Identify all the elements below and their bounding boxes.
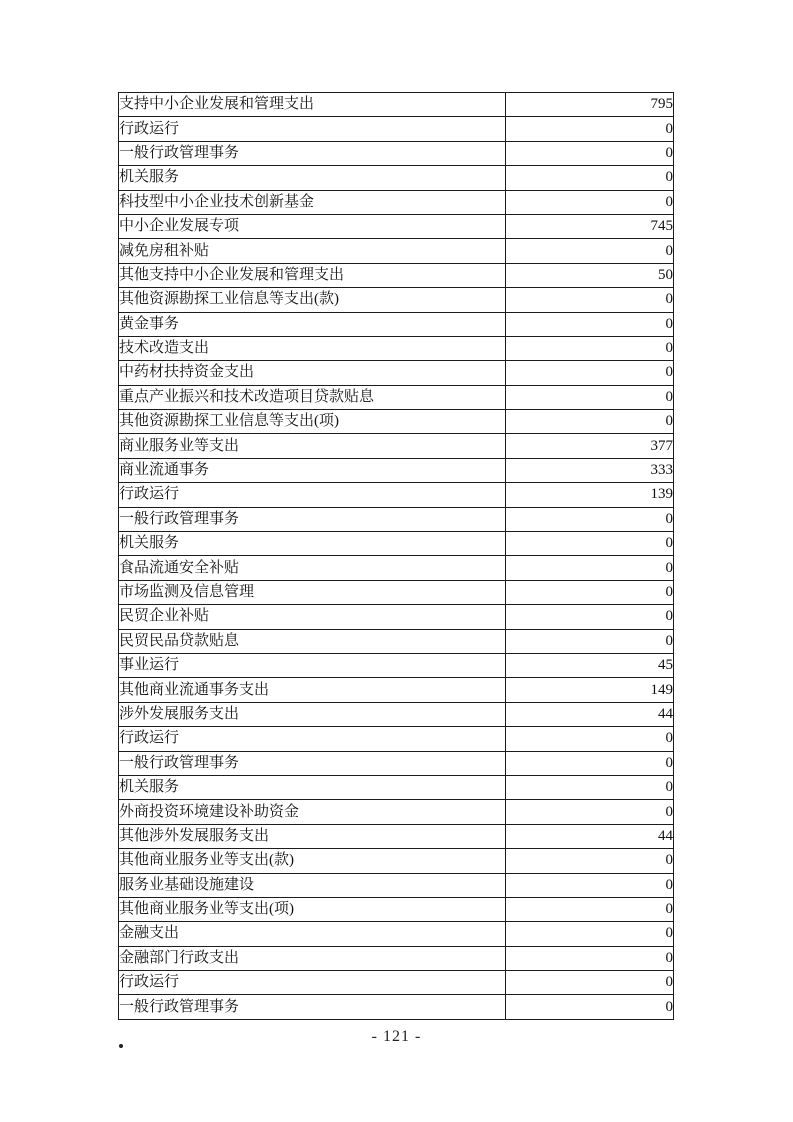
item-value-cell: 0 bbox=[506, 629, 674, 653]
item-value-cell: 0 bbox=[506, 239, 674, 263]
item-label-cell: 外商投资环境建设补助资金 bbox=[119, 800, 506, 824]
item-value-cell: 0 bbox=[506, 605, 674, 629]
item-label-cell: 商业服务业等支出 bbox=[119, 434, 506, 458]
item-value-cell: 0 bbox=[506, 800, 674, 824]
item-label-cell: 民贸民品贷款贴息 bbox=[119, 629, 506, 653]
table-row bbox=[119, 897, 674, 921]
item-value-cell: 44 bbox=[506, 702, 674, 726]
item-label-cell: 行政运行 bbox=[119, 117, 506, 141]
table-row bbox=[119, 214, 674, 238]
item-value-cell: 745 bbox=[506, 214, 674, 238]
table-row bbox=[119, 532, 674, 556]
table-row bbox=[119, 751, 674, 775]
budget-table bbox=[118, 92, 674, 1020]
table-row bbox=[119, 775, 674, 799]
page-number: - 121 - bbox=[371, 1028, 422, 1045]
item-value-cell: 0 bbox=[506, 995, 674, 1019]
table-row bbox=[119, 361, 674, 385]
table-row bbox=[119, 824, 674, 848]
table-row bbox=[119, 239, 674, 263]
table-row bbox=[119, 849, 674, 873]
item-label-cell: 其他商业服务业等支出(项) bbox=[119, 897, 506, 921]
item-value-cell: 0 bbox=[506, 751, 674, 775]
item-value-cell: 45 bbox=[506, 653, 674, 677]
item-value-cell: 0 bbox=[506, 385, 674, 409]
item-value-cell: 0 bbox=[506, 312, 674, 336]
item-label-cell: 一般行政管理事务 bbox=[119, 507, 506, 531]
item-value-cell: 333 bbox=[506, 458, 674, 482]
table-row bbox=[119, 678, 674, 702]
item-value-cell: 377 bbox=[506, 434, 674, 458]
item-label-cell: 其他商业服务业等支出(款) bbox=[119, 849, 506, 873]
item-value-cell: 44 bbox=[506, 824, 674, 848]
budget-table-body bbox=[119, 93, 674, 1020]
item-label-cell: 机关服务 bbox=[119, 166, 506, 190]
item-label-cell: 中药材扶持资金支出 bbox=[119, 361, 506, 385]
table-row bbox=[119, 702, 674, 726]
item-label-cell: 市场监测及信息管理 bbox=[119, 580, 506, 604]
item-value-cell: 0 bbox=[506, 946, 674, 970]
item-value-cell: 0 bbox=[506, 190, 674, 214]
item-value-cell: 0 bbox=[506, 849, 674, 873]
table-row bbox=[119, 873, 674, 897]
item-label-cell: 重点产业振兴和技术改造项目贷款贴息 bbox=[119, 385, 506, 409]
item-label-cell: 支持中小企业发展和管理支出 bbox=[119, 93, 506, 117]
table-row bbox=[119, 580, 674, 604]
table-row bbox=[119, 93, 674, 117]
item-label-cell: 机关服务 bbox=[119, 532, 506, 556]
item-label-cell: 中小企业发展专项 bbox=[119, 214, 506, 238]
item-value-cell: 139 bbox=[506, 483, 674, 507]
item-label-cell: 黄金事务 bbox=[119, 312, 506, 336]
item-label-cell: 金融部门行政支出 bbox=[119, 946, 506, 970]
item-value-cell: 0 bbox=[506, 873, 674, 897]
item-label-cell: 机关服务 bbox=[119, 775, 506, 799]
item-value-cell: 0 bbox=[506, 507, 674, 531]
item-value-cell: 0 bbox=[506, 556, 674, 580]
table-row bbox=[119, 653, 674, 677]
item-label-cell: 其他资源勘探工业信息等支出(项) bbox=[119, 410, 506, 434]
item-label-cell: 事业运行 bbox=[119, 653, 506, 677]
table-row bbox=[119, 263, 674, 287]
table-row bbox=[119, 800, 674, 824]
item-label-cell: 其他商业流通事务支出 bbox=[119, 678, 506, 702]
table-row bbox=[119, 507, 674, 531]
item-label-cell: 行政运行 bbox=[119, 971, 506, 995]
item-label-cell: 行政运行 bbox=[119, 483, 506, 507]
table-row bbox=[119, 556, 674, 580]
item-label-cell: 其他资源勘探工业信息等支出(款) bbox=[119, 288, 506, 312]
table-row bbox=[119, 288, 674, 312]
table-row bbox=[119, 312, 674, 336]
item-value-cell: 0 bbox=[506, 897, 674, 921]
item-label-cell: 行政运行 bbox=[119, 727, 506, 751]
stray-dot-mark bbox=[119, 1044, 123, 1048]
table-row bbox=[119, 458, 674, 482]
item-label-cell: 金融支出 bbox=[119, 922, 506, 946]
item-label-cell: 一般行政管理事务 bbox=[119, 141, 506, 165]
item-value-cell: 0 bbox=[506, 336, 674, 360]
item-value-cell: 0 bbox=[506, 922, 674, 946]
item-label-cell: 科技型中小企业技术创新基金 bbox=[119, 190, 506, 214]
item-label-cell: 技术改造支出 bbox=[119, 336, 506, 360]
item-label-cell: 商业流通事务 bbox=[119, 458, 506, 482]
table-row bbox=[119, 922, 674, 946]
table-row bbox=[119, 995, 674, 1019]
item-value-cell: 0 bbox=[506, 727, 674, 751]
table-row bbox=[119, 141, 674, 165]
table-row bbox=[119, 434, 674, 458]
item-label-cell: 服务业基础设施建设 bbox=[119, 873, 506, 897]
table-row bbox=[119, 410, 674, 434]
table-row bbox=[119, 629, 674, 653]
table-row bbox=[119, 971, 674, 995]
item-value-cell: 149 bbox=[506, 678, 674, 702]
item-value-cell: 0 bbox=[506, 410, 674, 434]
table-row bbox=[119, 946, 674, 970]
table-row bbox=[119, 117, 674, 141]
item-value-cell: 0 bbox=[506, 141, 674, 165]
table-row bbox=[119, 336, 674, 360]
item-value-cell: 0 bbox=[506, 288, 674, 312]
table-row bbox=[119, 166, 674, 190]
item-value-cell: 0 bbox=[506, 532, 674, 556]
item-label-cell: 其他涉外发展服务支出 bbox=[119, 824, 506, 848]
item-value-cell: 795 bbox=[506, 93, 674, 117]
item-label-cell: 食品流通安全补贴 bbox=[119, 556, 506, 580]
item-value-cell: 0 bbox=[506, 117, 674, 141]
item-value-cell: 0 bbox=[506, 971, 674, 995]
table-row bbox=[119, 385, 674, 409]
item-value-cell: 0 bbox=[506, 580, 674, 604]
item-label-cell: 涉外发展服务支出 bbox=[119, 702, 506, 726]
table-row bbox=[119, 483, 674, 507]
item-label-cell: 一般行政管理事务 bbox=[119, 751, 506, 775]
item-value-cell: 0 bbox=[506, 775, 674, 799]
table-row bbox=[119, 605, 674, 629]
table-row bbox=[119, 727, 674, 751]
item-value-cell: 0 bbox=[506, 361, 674, 385]
item-label-cell: 其他支持中小企业发展和管理支出 bbox=[119, 263, 506, 287]
item-value-cell: 0 bbox=[506, 166, 674, 190]
item-label-cell: 减免房租补贴 bbox=[119, 239, 506, 263]
table-row bbox=[119, 190, 674, 214]
item-label-cell: 民贸企业补贴 bbox=[119, 605, 506, 629]
item-label-cell: 一般行政管理事务 bbox=[119, 995, 506, 1019]
item-value-cell: 50 bbox=[506, 263, 674, 287]
